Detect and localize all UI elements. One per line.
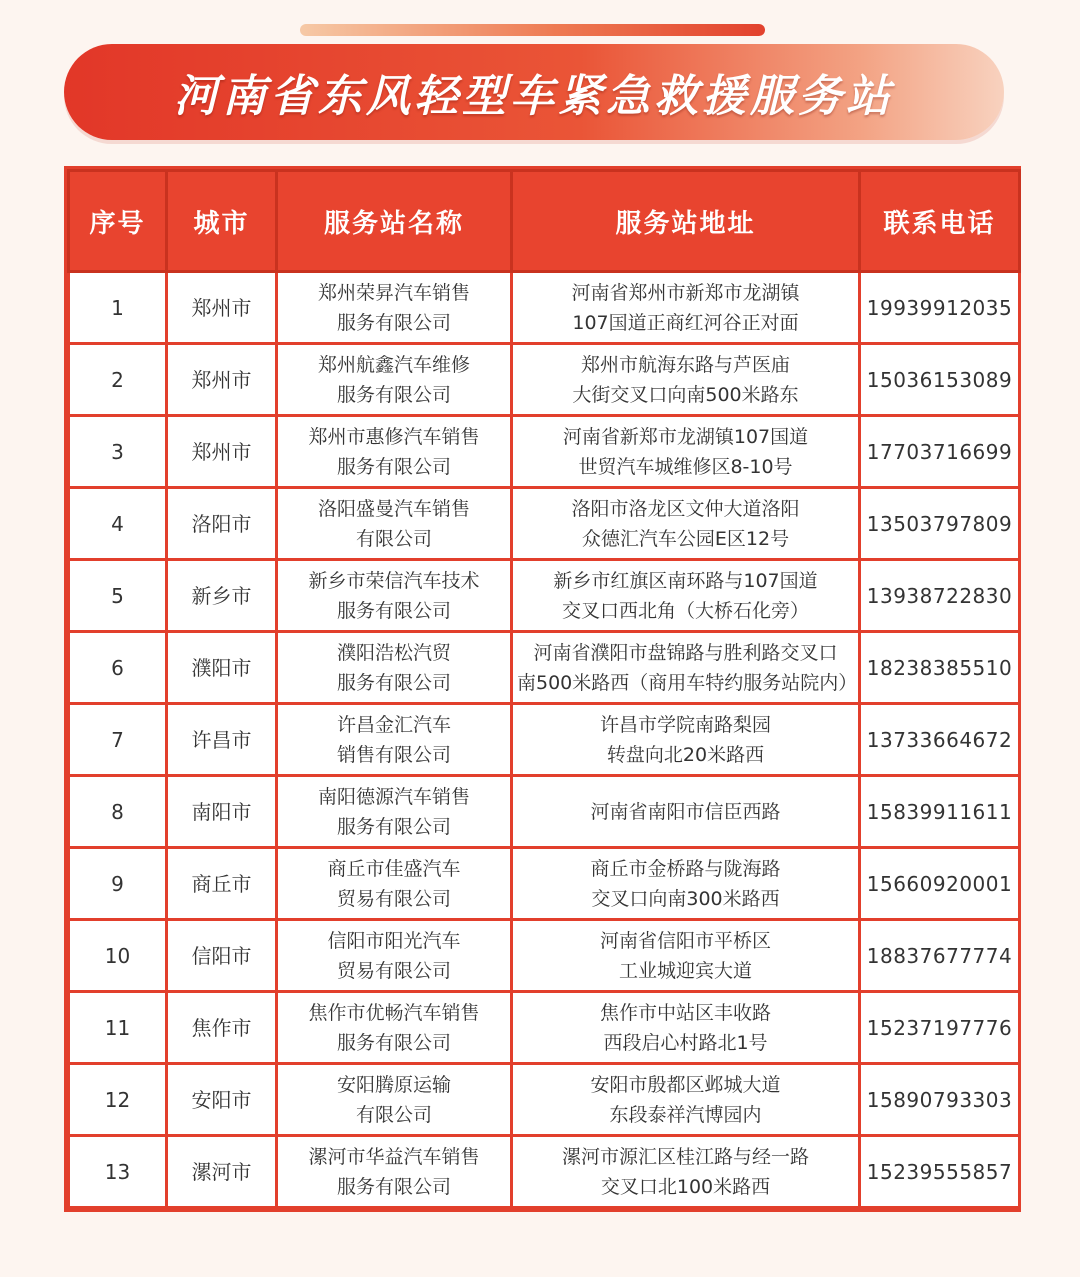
station-name-line: 濮阳浩松汽贸 <box>336 641 451 664</box>
contact-phone-cell: 17703716699 <box>860 416 1020 488</box>
station-name-line: 服务有限公司 <box>336 1175 451 1198</box>
table-row <box>69 488 1020 560</box>
station-address-line: 许昌市学院南路梨园 <box>599 713 771 736</box>
contact-phone-cell: 15239555857 <box>860 1136 1020 1208</box>
station-address-line: 河南省新郑市龙湖镇107国道 <box>562 425 809 448</box>
station-name-cell <box>277 920 512 992</box>
table-row <box>69 344 1020 416</box>
station-name-line: 许昌金汇汽车 <box>336 713 451 736</box>
station-address-line: 郑州市航海东路与芦医庙 <box>580 353 790 376</box>
station-address-line: 交叉口北100米路西 <box>600 1175 771 1198</box>
contact-phone-cell: 15839911611 <box>860 776 1020 848</box>
service-station-table <box>67 169 1021 1209</box>
station-address-cell <box>512 416 860 488</box>
station-address-line: 107国道正商红河谷正对面 <box>572 311 799 334</box>
station-address-cell <box>512 272 860 344</box>
city-cell: 商丘市 <box>167 848 277 920</box>
station-address-line: 新乡市红旗区南环路与107国道 <box>553 569 818 592</box>
station-name-line: 焦作市优畅汽车销售 <box>308 1001 480 1024</box>
station-address-cell <box>512 1064 860 1136</box>
station-address-line: 大街交叉口向南500米路东 <box>572 383 799 406</box>
station-name-line: 服务有限公司 <box>336 815 451 838</box>
contact-phone-cell: 15890793303 <box>860 1064 1020 1136</box>
station-address-line: 商丘市金桥路与陇海路 <box>590 857 781 880</box>
table-row <box>69 560 1020 632</box>
table-row <box>69 416 1020 488</box>
station-address-cell <box>512 848 860 920</box>
station-address-line: 交叉口向南300米路西 <box>591 887 780 910</box>
serial-number-cell: 12 <box>69 1064 167 1136</box>
serial-number-cell: 13 <box>69 1136 167 1208</box>
station-name-line: 郑州荣昇汽车销售 <box>317 281 470 304</box>
station-address-line: 漯河市源汇区桂江路与经一路 <box>561 1145 809 1168</box>
serial-number-cell: 9 <box>69 848 167 920</box>
station-name-cell <box>277 704 512 776</box>
station-name-cell <box>277 272 512 344</box>
contact-phone-cell: 13938722830 <box>860 560 1020 632</box>
city-cell: 南阳市 <box>167 776 277 848</box>
station-address-line: 众德汇汽车公园E区12号 <box>581 527 790 550</box>
contact-phone-cell: 15237197776 <box>860 992 1020 1064</box>
serial-number-cell: 6 <box>69 632 167 704</box>
city-cell: 濮阳市 <box>167 632 277 704</box>
station-name-cell <box>277 848 512 920</box>
decorative-top-strip <box>300 24 765 36</box>
table-header <box>69 171 1020 272</box>
table-row <box>69 1136 1020 1208</box>
station-name-cell <box>277 776 512 848</box>
city-cell: 信阳市 <box>167 920 277 992</box>
station-address-cell <box>512 488 860 560</box>
table-body <box>69 272 1020 1208</box>
city-cell: 许昌市 <box>167 704 277 776</box>
serial-number-cell: 4 <box>69 488 167 560</box>
city-cell: 安阳市 <box>167 1064 277 1136</box>
station-name-line: 南阳德源汽车销售 <box>317 785 470 808</box>
station-name-line: 贸易有限公司 <box>336 887 451 910</box>
station-address-cell <box>512 632 860 704</box>
station-name-line: 销售有限公司 <box>336 743 451 766</box>
city-cell: 漯河市 <box>167 1136 277 1208</box>
station-address-cell <box>512 344 860 416</box>
header-station-name: 服务站名称 <box>277 171 512 272</box>
station-name-line: 信阳市阳光汽车 <box>327 929 461 952</box>
contact-phone-cell: 15660920001 <box>860 848 1020 920</box>
table-row <box>69 1064 1020 1136</box>
station-name-line: 服务有限公司 <box>336 455 451 478</box>
station-name-line: 服务有限公司 <box>336 311 451 334</box>
station-name-line: 郑州航鑫汽车维修 <box>317 353 470 376</box>
station-name-cell <box>277 1136 512 1208</box>
contact-phone-cell: 18238385510 <box>860 632 1020 704</box>
station-name-line: 郑州市惠修汽车销售 <box>308 425 480 448</box>
header-station-address: 服务站地址 <box>512 171 860 272</box>
station-name-line: 有限公司 <box>355 1103 432 1126</box>
contact-phone-cell: 13503797809 <box>860 488 1020 560</box>
table-row <box>69 704 1020 776</box>
station-address-line: 河南省濮阳市盘锦路与胜利路交叉口 <box>533 641 838 664</box>
station-address-line: 工业城迎宾大道 <box>618 959 752 982</box>
station-address-cell <box>512 920 860 992</box>
station-address-line: 转盘向北20米路西 <box>606 743 765 766</box>
station-name-line: 安阳腾原运输 <box>336 1073 451 1096</box>
station-name-cell <box>277 632 512 704</box>
serial-number-cell: 11 <box>69 992 167 1064</box>
header-city: 城市 <box>167 171 277 272</box>
station-address-line: 交叉口西北角（大桥石化旁） <box>561 599 809 622</box>
serial-number-cell: 5 <box>69 560 167 632</box>
station-address-line: 安阳市殷都区邺城大道 <box>590 1073 781 1096</box>
contact-phone-cell: 15036153089 <box>860 344 1020 416</box>
station-name-cell <box>277 1064 512 1136</box>
serial-number-cell: 7 <box>69 704 167 776</box>
page-title: 河南省东风轻型车紧急救援服务站 <box>174 71 894 122</box>
station-address-cell <box>512 992 860 1064</box>
station-name-line: 贸易有限公司 <box>336 959 451 982</box>
station-address-line: 洛阳市洛龙区文仲大道洛阳 <box>571 497 800 520</box>
station-name-line: 服务有限公司 <box>336 599 451 622</box>
station-name-line: 商丘市佳盛汽车 <box>327 857 461 880</box>
station-name-cell <box>277 992 512 1064</box>
station-name-cell <box>277 560 512 632</box>
station-name-line: 漯河市华益汽车销售 <box>308 1145 480 1168</box>
station-name-line: 服务有限公司 <box>336 383 451 406</box>
station-address-line: 河南省郑州市新郑市龙湖镇 <box>571 281 800 304</box>
service-station-table-wrapper <box>64 166 1021 1212</box>
station-address-line: 世贸汽车城维修区8-10号 <box>578 455 793 478</box>
serial-number-cell: 1 <box>69 272 167 344</box>
city-cell: 洛阳市 <box>167 488 277 560</box>
table-row <box>69 632 1020 704</box>
city-cell: 新乡市 <box>167 560 277 632</box>
header-serial-number: 序号 <box>69 171 167 272</box>
station-name-line: 洛阳盛曼汽车销售 <box>317 497 470 520</box>
table-row <box>69 992 1020 1064</box>
station-name-cell <box>277 416 512 488</box>
station-address-cell <box>512 704 860 776</box>
station-address-line: 河南省南阳市信臣西路 <box>590 800 781 823</box>
serial-number-cell: 8 <box>69 776 167 848</box>
table-row <box>69 776 1020 848</box>
station-address-cell <box>512 1136 860 1208</box>
station-address-line: 东段泰祥汽博园内 <box>609 1103 762 1126</box>
header-contact-phone: 联系电话 <box>860 171 1020 272</box>
station-address-cell <box>512 560 860 632</box>
serial-number-cell: 10 <box>69 920 167 992</box>
table-row <box>69 920 1020 992</box>
station-address-line: 西段启心村路北1号 <box>603 1031 768 1054</box>
station-address-line: 河南省信阳市平桥区 <box>599 929 771 952</box>
city-cell: 郑州市 <box>167 416 277 488</box>
station-name-line: 新乡市荣信汽车技术 <box>308 569 480 592</box>
contact-phone-cell: 19939912035 <box>860 272 1020 344</box>
city-cell: 郑州市 <box>167 272 277 344</box>
serial-number-cell: 2 <box>69 344 167 416</box>
contact-phone-cell: 18837677774 <box>860 920 1020 992</box>
table-row <box>69 848 1020 920</box>
station-address-line: 焦作市中站区丰收路 <box>599 1001 771 1024</box>
station-address-cell <box>512 776 860 848</box>
title-banner <box>64 44 1004 140</box>
station-name-line: 服务有限公司 <box>336 671 451 694</box>
table-header-row <box>69 171 1020 272</box>
station-name-cell <box>277 488 512 560</box>
station-name-line: 服务有限公司 <box>336 1031 451 1054</box>
city-cell: 焦作市 <box>167 992 277 1064</box>
city-cell: 郑州市 <box>167 344 277 416</box>
contact-phone-cell: 13733664672 <box>860 704 1020 776</box>
table-row <box>69 272 1020 344</box>
station-name-cell <box>277 344 512 416</box>
station-name-line: 有限公司 <box>355 527 432 550</box>
station-address-line: 南500米路西（商用车特约服务站院内） <box>517 671 858 694</box>
serial-number-cell: 3 <box>69 416 167 488</box>
